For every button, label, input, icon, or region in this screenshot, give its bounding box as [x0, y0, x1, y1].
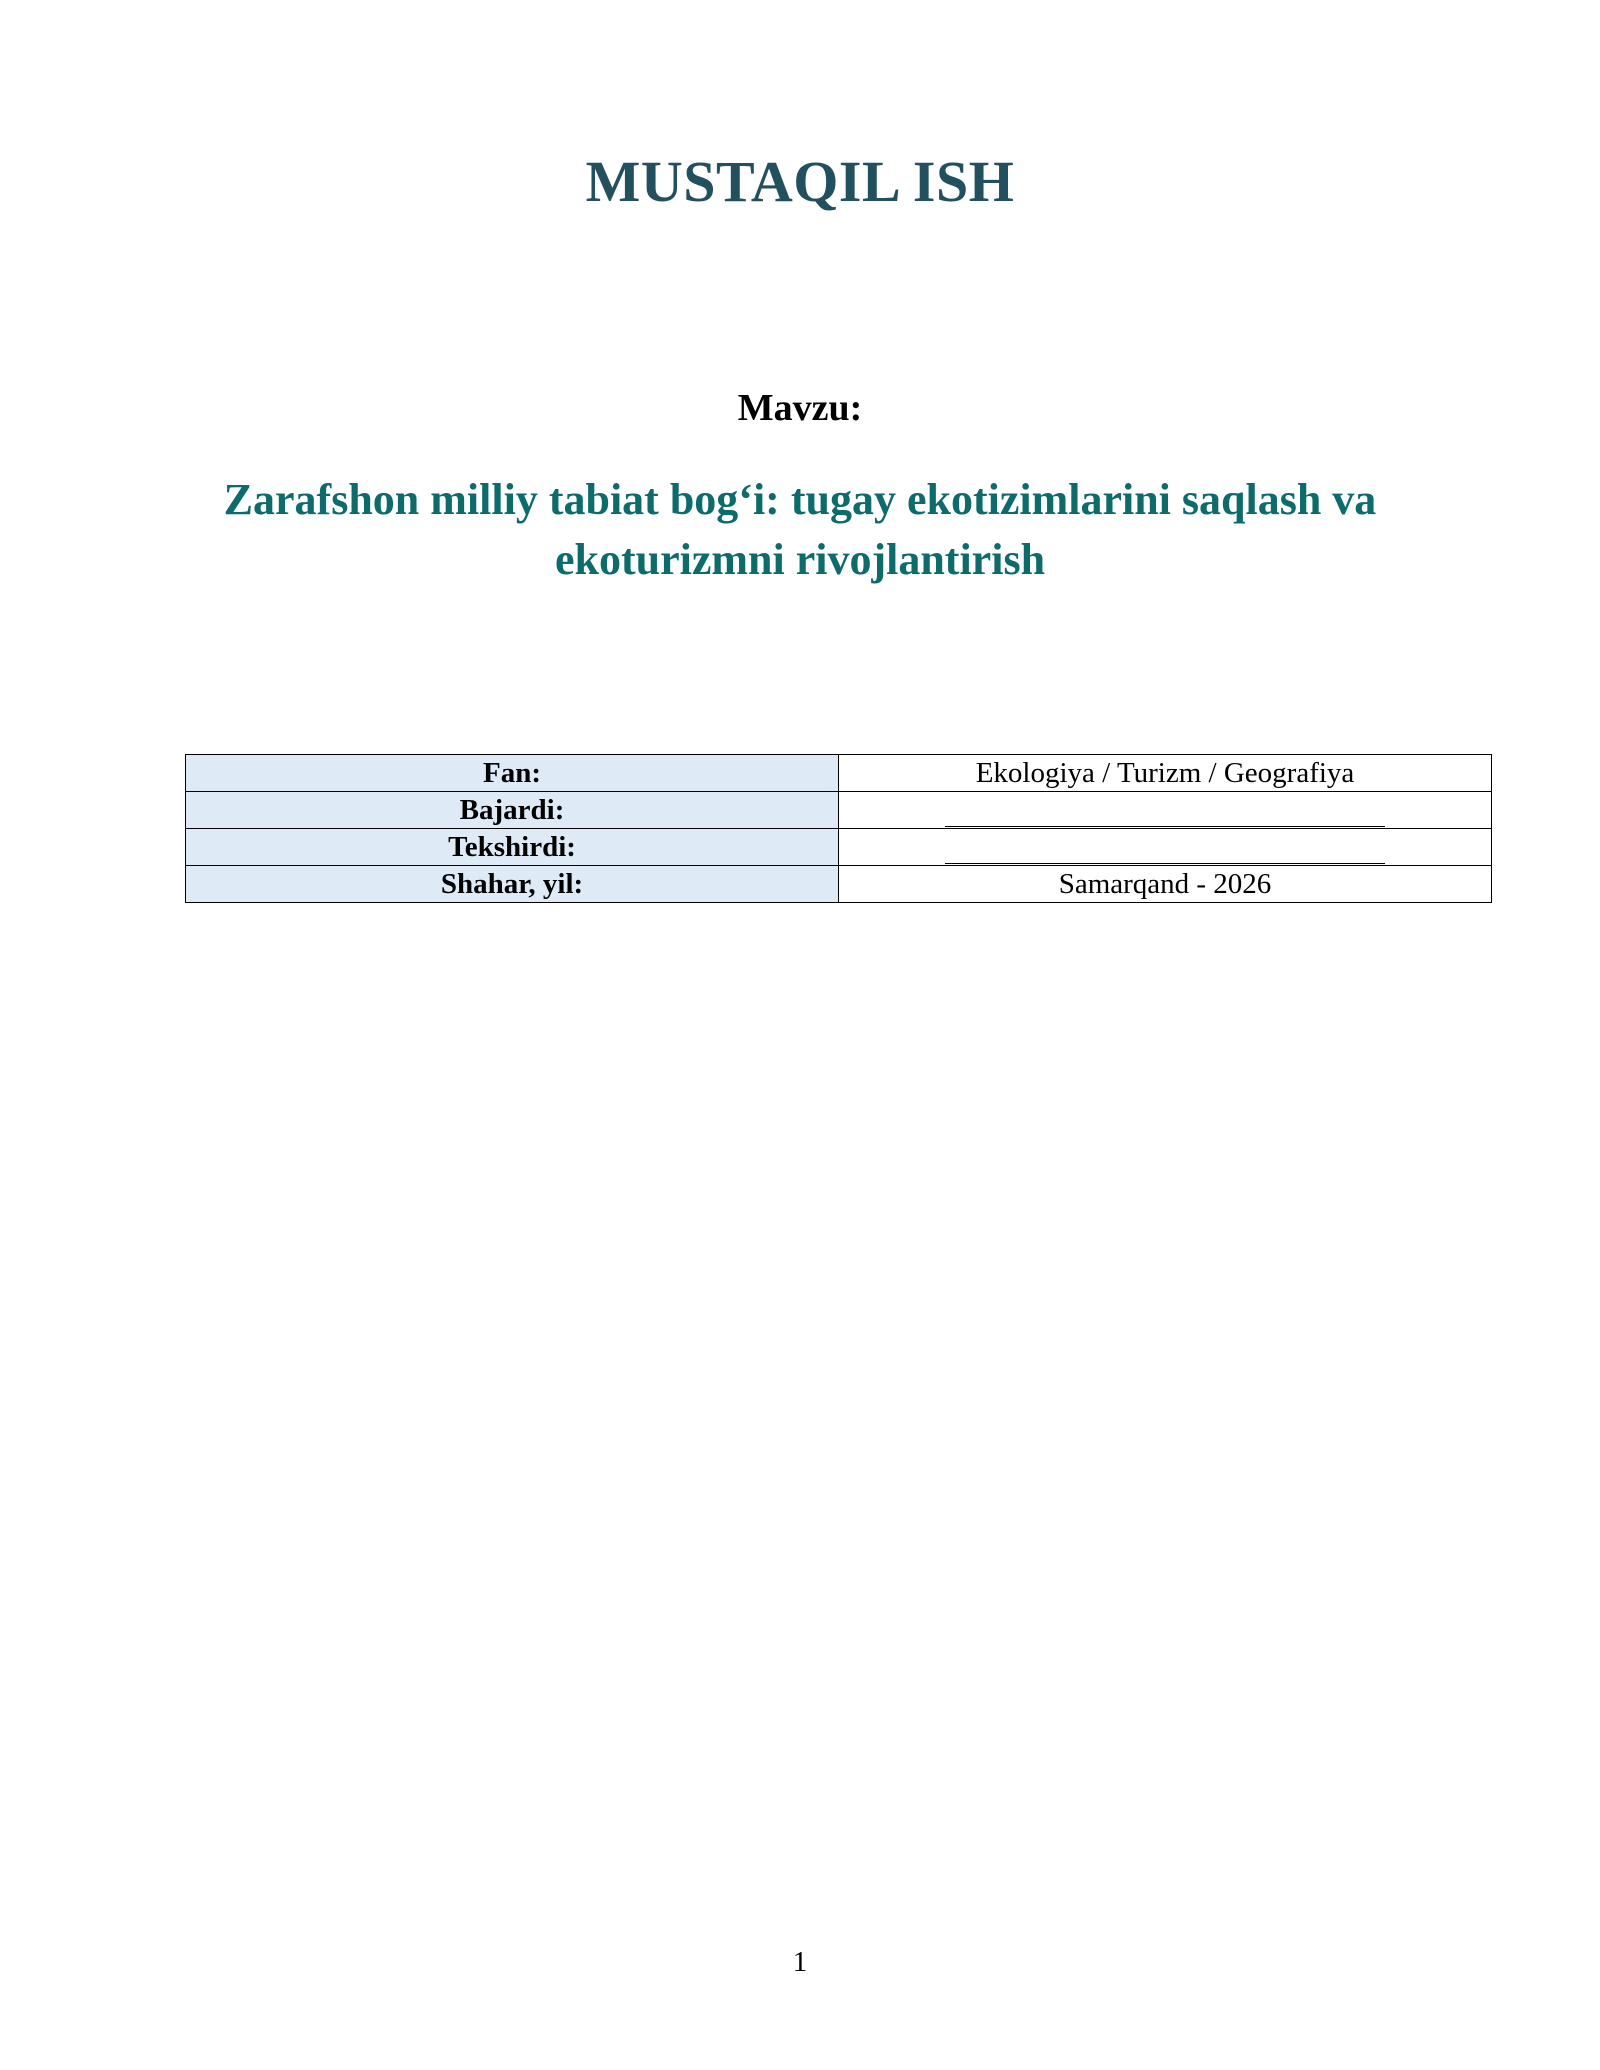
performed-by-label: Bajardi:: [186, 792, 839, 829]
subject-value: Ekologiya / Turizm / Geografiya: [839, 755, 1492, 792]
city-year-label: Shahar, yil:: [186, 866, 839, 903]
checked-by-label: Tekshirdi:: [186, 829, 839, 866]
subject-label: Fan:: [186, 755, 839, 792]
page-number: 1: [792, 1946, 808, 1978]
table-row-performed-by: [186, 792, 1492, 829]
table-row-checked-by: [186, 829, 1492, 866]
document-title: MUSTAQIL ISH: [585, 149, 1015, 214]
info-table: [185, 754, 1492, 903]
topic-text: Zarafshon milliy tabiat bog‘i: tugay ekotizimlarini saqlash va ekoturizmni rivojlantirish: [223, 475, 1377, 584]
table-row-city-year: [186, 866, 1492, 903]
city-year-value: Samarqand - 2026: [839, 866, 1492, 903]
performed-by-blank-line: [945, 796, 1385, 827]
topic-label: Mavzu:: [737, 387, 863, 429]
performed-by-value: [839, 792, 1492, 829]
table-row-subject: [186, 755, 1492, 792]
checked-by-blank-line: [945, 833, 1385, 864]
checked-by-value: [839, 829, 1492, 866]
